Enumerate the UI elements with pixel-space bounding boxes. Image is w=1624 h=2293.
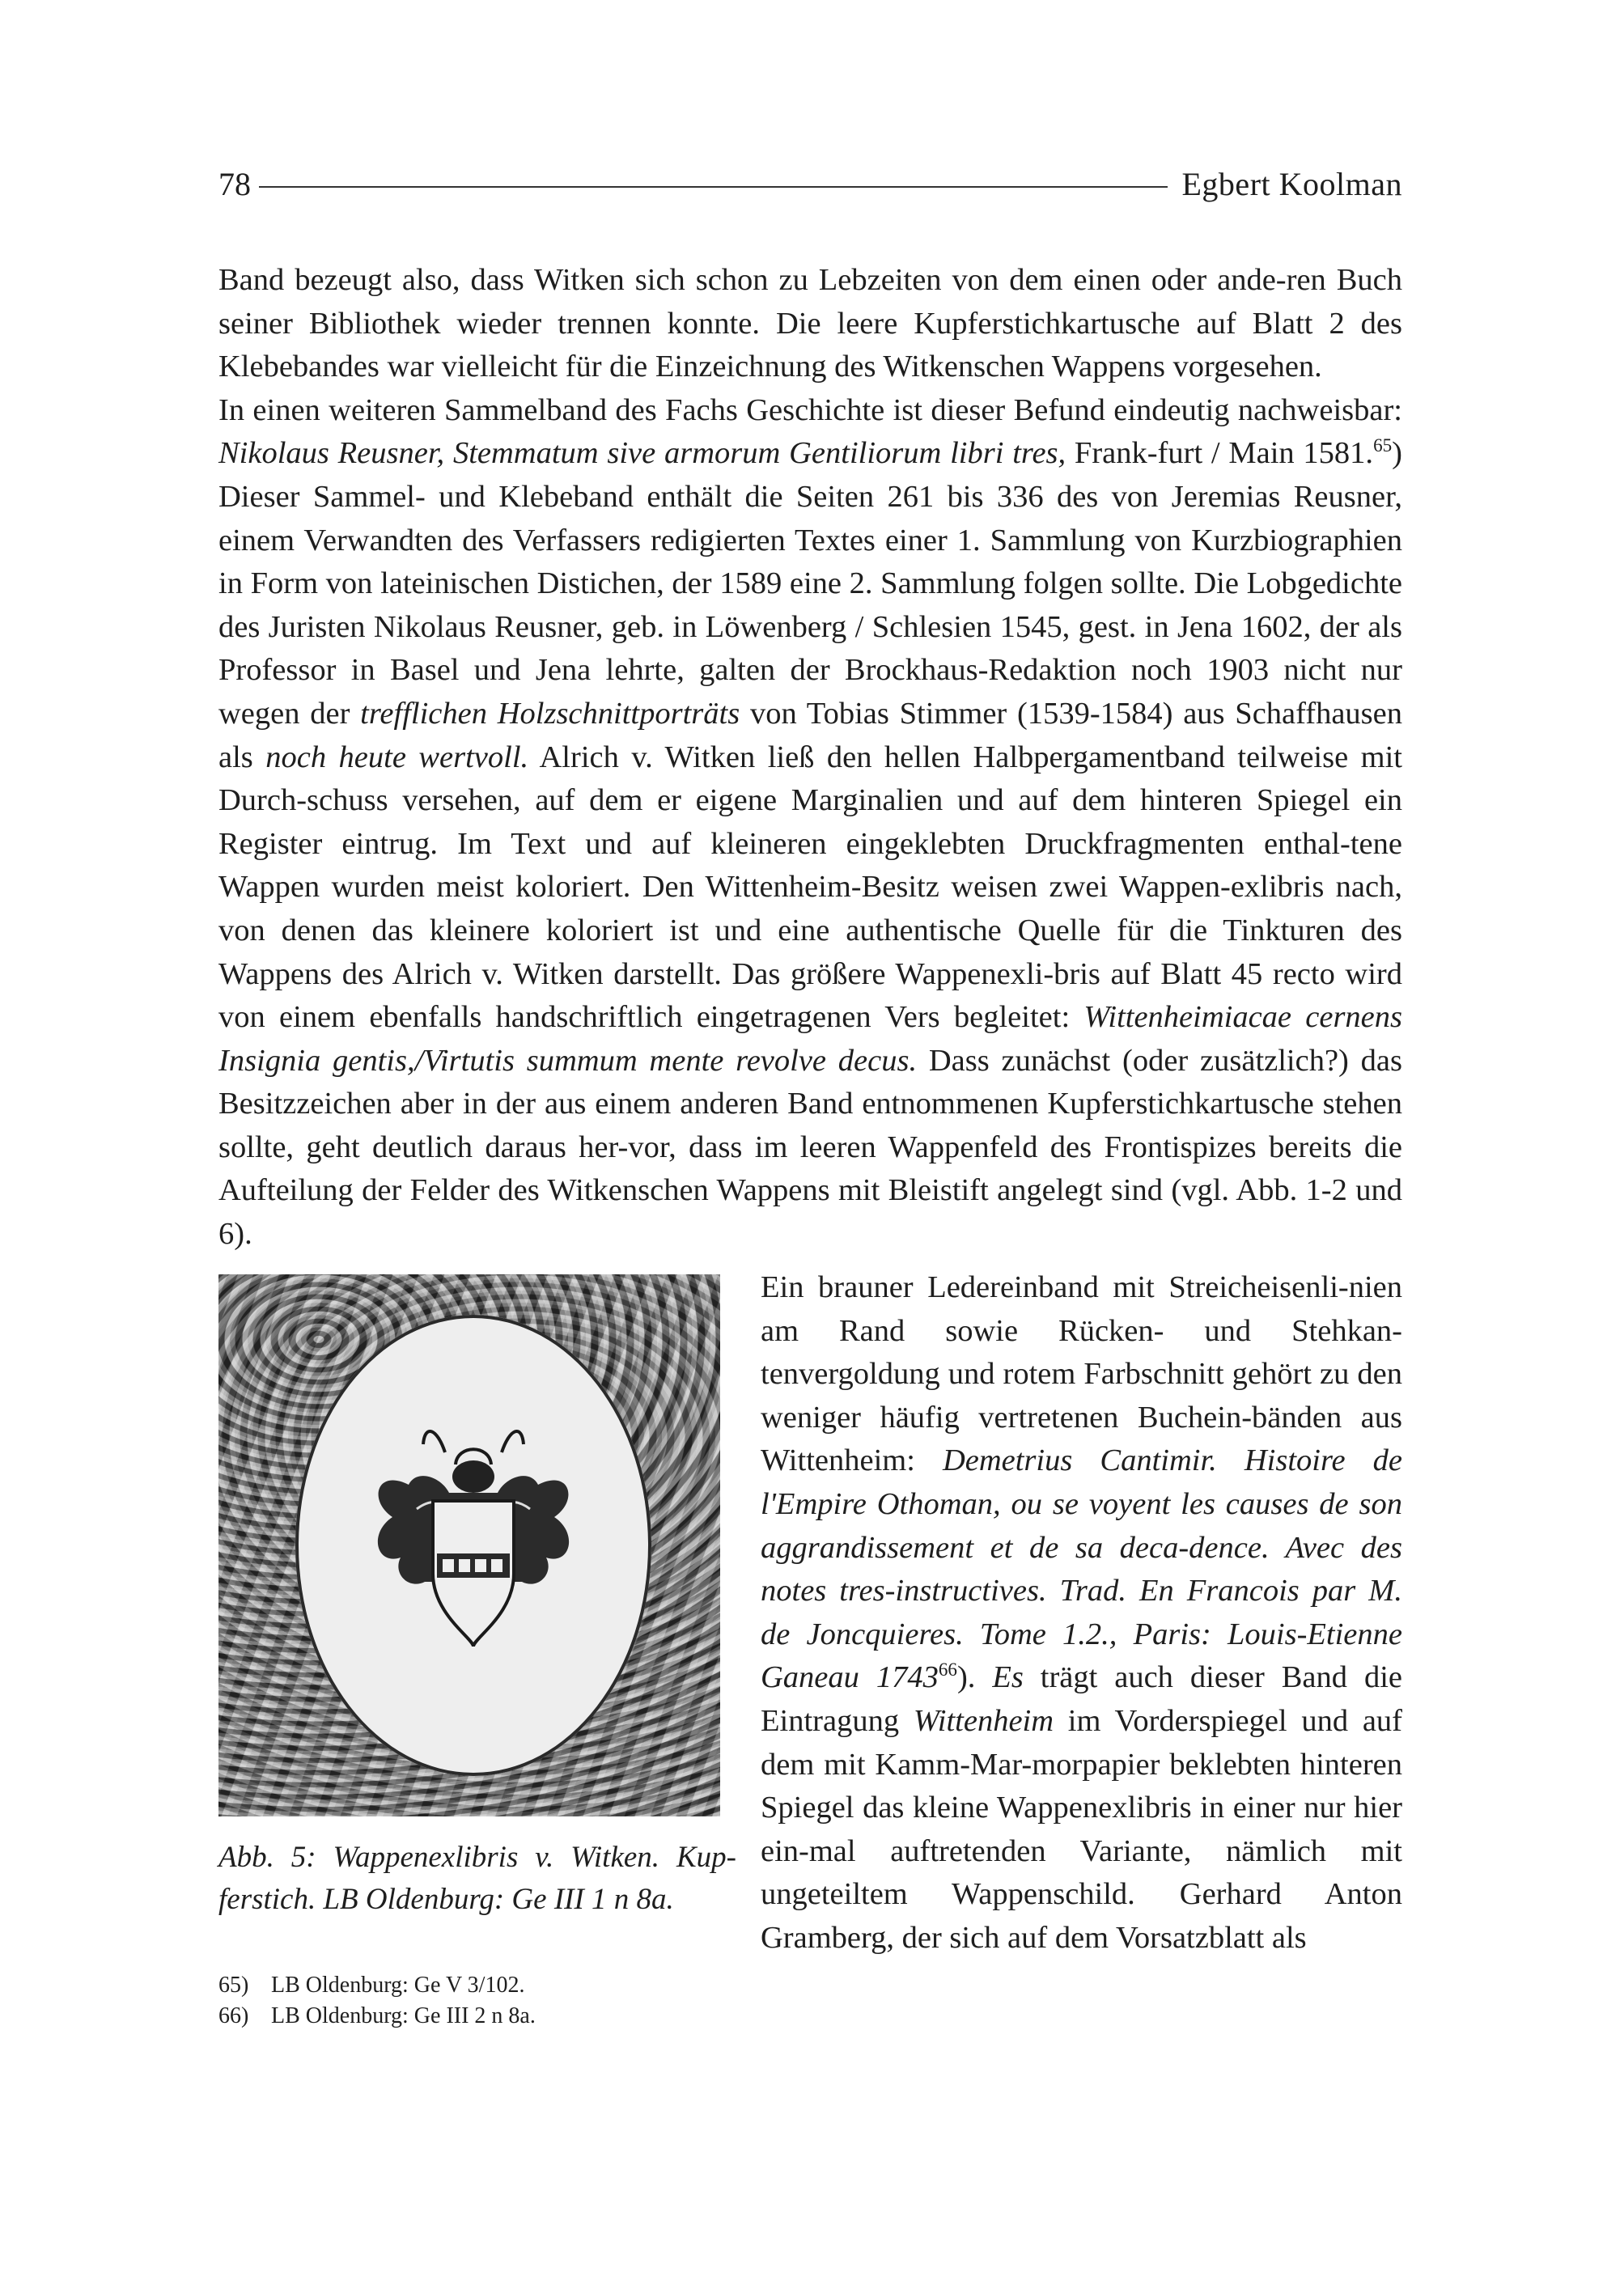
footnote-number: 66) [218, 2003, 249, 2028]
paragraph-2 [218, 389, 1402, 1257]
coat-of-arms-image [360, 1420, 587, 1679]
footnote-ref-65[interactable]: 65 [1373, 434, 1393, 456]
quote: noch heute wertvoll. [265, 740, 529, 774]
text-run: Frank-furt / Main 1581. [1066, 436, 1374, 471]
footnote-number: 65) [218, 1973, 249, 1998]
page-number: 78 [218, 166, 251, 202]
side-text [761, 1266, 1402, 1960]
text-run: ) Dieser Sammel- und Klebeband enthält die Seiten 261 bis 336 des von Jeremias Reusner, einem Verwandten des Verfassers redigierten Textes einer 1. Sammlung von Kurzbiographien in Form von lateinischen Distichen, der 1589 eine 2. Sammlung folgen sollte. Die Lobgedichte des Juristen Nikolaus Reusner, geb. in Löwenberg / Schlesien 1545, gest. in Jena 1602, der als Professor in Basel und Jena lehrte, galten der Brockhaus-Redaktion noch 1903 nicht nur wegen der [218, 436, 1402, 731]
text-run: von Tobias Stimmer (1539-1584) aus Schaffhausen als [218, 696, 1402, 774]
footnote-ref-66[interactable]: 66 [938, 1659, 957, 1681]
text-run: In einen weiteren Sammelband des Fachs Geschichte ist dieser Befund eindeutig nachweisbar: [218, 392, 1402, 427]
running-head-author: Egbert Koolman [1181, 166, 1402, 202]
paragraph-3 [761, 1266, 1402, 1960]
text-run: Ein brauner Ledereinband mit Streicheisenli-nien am Rand sowie Rücken- und Stehkan-tenvergoldung und rotem Farbschnitt gehört zu den weniger häufig vertretenen Buchein-bänden aus Wittenheim: [761, 1270, 1402, 1478]
footnote-66 [218, 2001, 1028, 2032]
main-text [218, 259, 1402, 1257]
book-title: Nikolaus Reusner, Stemmatum sive armorum Gentiliorum libri tres, [218, 436, 1066, 471]
text-run: ). [956, 1660, 993, 1695]
book-title: Demetrius Cantimir. Histoire de l'Empire Othoman, ou se voyent les causes de son aggrandissement et de sa deca-dence. Avec des notes tres-instructives. Trad. En Francois par M. de Joncquieres. Tome 1.2., Paris: Louis-Etienne Ganeau 1743 [761, 1443, 1402, 1695]
footnote-text: LB Oldenburg: Ge III 2 n 8a. [271, 2003, 536, 2028]
figure-caption: Abb. 5: Wappenexlibris v. Witken. Kup-ferstich. LB Oldenburg: Ge III 1 n 8a. [218, 1841, 736, 1916]
text-run-italic: Es [992, 1660, 1024, 1695]
text-run: Alrich v. Witken ließ den hellen Halbpergamentband teilweise mit Durch-schuss versehen, auf dem er eigene Marginalien und auf dem hinteren Spiegel ein Register eintrug. Im Text und auf kleineren eingeklebten Druckfragmenten enthal-tene Wappen wurden meist koloriert. Den Wittenheim-Besitz weisen zwei Wappen-exlibris nach, von denen das kleinere koloriert ist und eine authentische Quelle für die Tinkturen des Wappens des Alrich v. Witken darstellt. Das größere Wappenexli-bris auf Blatt 45 recto wird von einem ebenfalls handschriftlich eingetragenen Vers begleitet: [218, 740, 1402, 1035]
footnote-text: LB Oldenburg: Ge V 3/102. [271, 1973, 525, 1998]
quote: trefflichen Holzschnittporträts [360, 696, 740, 731]
inscription: Wittenheim [913, 1703, 1054, 1738]
running-header [218, 162, 1402, 210]
verse-quote: Wittenheimiacae cernens Insignia gentis,/Virtutis summum mente revolve decus. [218, 1000, 1402, 1078]
text-run: im Vorderspiegel und auf dem mit Kamm-Mar-morpapier beklebten hinteren Spiegel das kleine Wappenexlibris in einer nur hier ein-mal auftretenden Variante, nämlich mit ungeteiltem Wappenschild. Gerhard Anton Gramberg, der sich auf dem Vorsatzblatt als [761, 1703, 1403, 1955]
paragraph-1: Band bezeugt also, dass Witken sich schon zu Lebzeiten von dem einen oder ande-ren Buch seiner Bibliothek wieder trennen konnte. Die leere Kupferstichkartusche auf Blatt 2 des Klebebandes war vielleicht für die Einzeichnung des Witkenschen Wappens vorgesehen. [218, 263, 1402, 384]
figure-bookplate [218, 1274, 720, 1816]
text-run: trägt auch dieser Band die Eintragung [761, 1660, 1402, 1738]
text-run: Dass zunächst (oder zusätzlich?) das Besitzzeichen aber in der aus einem anderen Band entnommenen Kupferstichkartusche stehen sollte, geht deutlich daraus her-vor, dass im leeren Wappenfeld des Frontispizes bereits die Aufteilung der Felder des Witkenschen Wappens mit Bleistift angelegt sind (vgl. Abb. 1-2 und 6). [218, 1043, 1402, 1252]
header-rule [259, 186, 1168, 188]
footnotes [218, 1970, 1028, 2032]
footnote-65 [218, 1970, 1028, 2001]
